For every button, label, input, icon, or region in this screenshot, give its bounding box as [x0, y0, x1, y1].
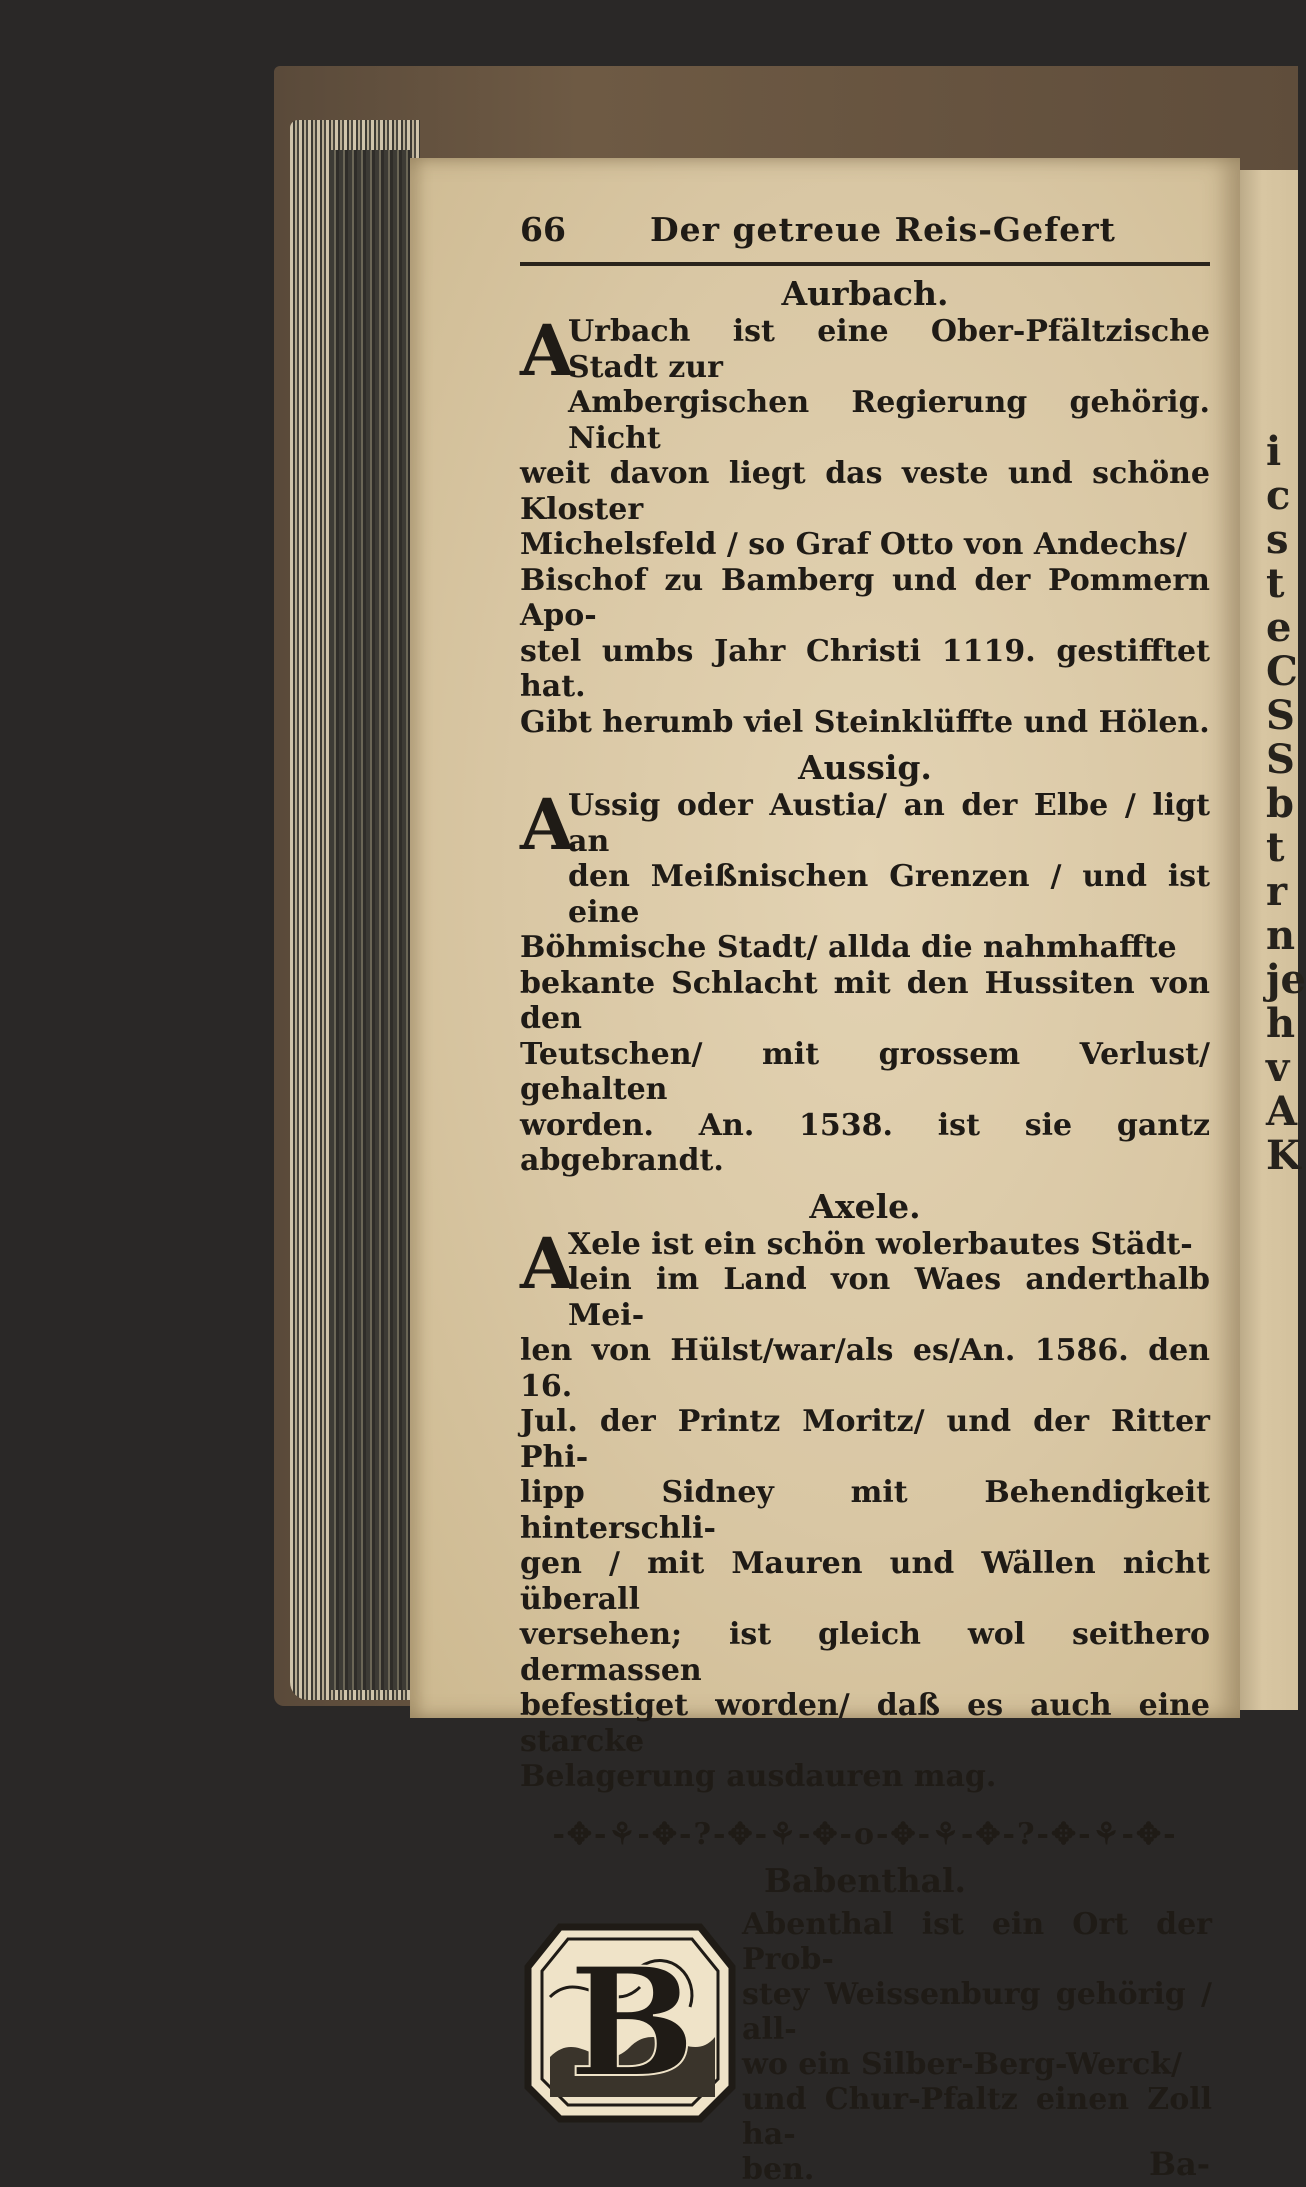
text-line [520, 1617, 1210, 1688]
text-line [520, 1688, 1210, 1759]
line-text: gen / mit Mauren und Wällen nicht überall [520, 1546, 1210, 1617]
next-page-letter: r [1266, 868, 1288, 915]
text-line: Abenthal ist ein Ort der Prob- [742, 1906, 1212, 1977]
next-page-letter: c [1266, 472, 1291, 519]
line-text: Gibt herumb viel Steinklüffte und Hölen. [520, 704, 1210, 740]
text-line [520, 1108, 1210, 1179]
line-text: bekante Schlacht mit den Hussiten von den [520, 965, 1210, 1036]
text-line [520, 783, 1210, 866]
line-text: Böhmische Stadt/ allda die nahmhaffte [520, 930, 1177, 965]
next-page-letter: C [1266, 648, 1298, 695]
line-text: weit davon liegt das veste und schöne Kloster [520, 456, 1210, 527]
woodcut-initial-icon [520, 1907, 740, 2127]
woodcut-section [520, 1906, 1212, 2187]
line-text: Ussig oder Austia/ an der Elbe / ligt an [568, 788, 1210, 859]
ornament-divider: -✥-⚘-✥-?-✥-⚘-✥-o-✥-⚘-✥-?-✥-⚘-✥- [552, 1816, 1178, 1852]
text-line [520, 1404, 1210, 1475]
line-text: Teutschen/ mit grossem Verlust/ gehalten [520, 1036, 1210, 1107]
text-line [520, 1546, 1210, 1617]
text-line [520, 527, 1210, 563]
line-text: den Meißnischen Grenzen / und ist eine [568, 859, 1210, 930]
text-line: und Chur-Pfaltz einen Zoll ha- [742, 2081, 1212, 2152]
line-text: len von Hülst/war/als es/An. 1586. den 16. [520, 1333, 1210, 1404]
running-title: Der getreue Reis-Gefert [650, 210, 1116, 249]
line-text: Belagerung ausdauren mag. [520, 1759, 997, 1794]
next-page-letter: S [1266, 736, 1295, 783]
text-line [520, 966, 1210, 1037]
text-line: wo ein Silber-Berg-Werck/ [742, 2046, 1182, 2082]
text-line [520, 1759, 1210, 1795]
next-page-letter: s [1266, 516, 1289, 563]
text-line [520, 1037, 1210, 1108]
line-text: Jul. der Printz Moritz/ und der Ritter Phi- [520, 1404, 1210, 1475]
line-text: lein im Land von Waes anderthalb Mei- [568, 1262, 1210, 1333]
line-text: Bischof zu Bamberg und der Pommern Apo- [520, 562, 1210, 633]
line-text: Urbach ist eine Ober-Pfältzische Stadt zur [568, 314, 1210, 385]
drop-cap: A [520, 1221, 575, 1305]
text-line [520, 385, 1210, 456]
page-edges-inner [330, 150, 410, 1690]
page-text [520, 210, 1212, 2187]
section-heading: Babenthal. [764, 1860, 966, 1900]
line-text: stel umbs Jahr Christi 1119. gestifftet hat. [520, 633, 1210, 704]
next-page-letter: i [1266, 428, 1282, 475]
line-text: lipp Sidney mit Behendigkeit hinterschli- [520, 1475, 1210, 1546]
next-page-letter: v [1266, 1044, 1290, 1091]
next-page-letters [1266, 428, 1306, 1179]
text-line [520, 634, 1210, 705]
next-page-letter: n [1266, 912, 1296, 959]
next-page-letter: h [1266, 1000, 1296, 1047]
next-page-letter: e [1266, 604, 1292, 651]
text-line: stey Weissenburg gehörig / all- [742, 1976, 1212, 2047]
section-heading: Aussig. [798, 748, 932, 787]
text-line [520, 563, 1210, 634]
next-page-letter: je [1266, 956, 1306, 1003]
woodcut-letter: B [568, 1934, 696, 2111]
text-line [520, 1262, 1210, 1333]
text-line [520, 1333, 1210, 1404]
section-heading: Axele. [809, 1186, 921, 1226]
next-page-letter: S [1266, 692, 1295, 739]
line-text: befestiget worden/ daß es auch eine starcke [520, 1688, 1210, 1759]
drop-cap: A [520, 783, 575, 866]
text-line: ben. [742, 2151, 815, 2187]
line-text: worden. An. 1538. ist sie gantz abgebrandt. [520, 1107, 1210, 1178]
text-line [520, 1475, 1210, 1546]
line-text: Michelsfeld / so Graf Otto von Andechs/ [520, 527, 1187, 562]
next-page-letter: t [1266, 824, 1285, 871]
next-page-letter: A [1266, 1088, 1298, 1135]
next-page-letter: b [1266, 780, 1294, 827]
line-text: versehen; ist gleich wol seithero dermassen [520, 1617, 1210, 1688]
page-header [520, 210, 1210, 266]
section-paragraph [520, 309, 1210, 740]
text-line [520, 705, 1210, 741]
next-page-letter: t [1266, 560, 1285, 607]
text-line [520, 456, 1210, 527]
text-line [520, 930, 1210, 966]
page-number: 66 [520, 210, 566, 249]
woodcut-paragraph [742, 1907, 1212, 2187]
section-paragraph [520, 1221, 1210, 1795]
text-line [520, 309, 1210, 392]
line-text: Xele ist ein schön wolerbautes Städt- [568, 1226, 1193, 1262]
next-page-letter: K [1266, 1132, 1301, 1179]
drop-cap: A [520, 309, 575, 392]
catchword: Ba- [1148, 2144, 1210, 2183]
section-heading: Aurbach. [781, 274, 949, 313]
text-line [520, 859, 1210, 930]
line-text: Ambergischen Regierung gehörig. Nicht [568, 385, 1210, 456]
section-paragraph [520, 783, 1210, 1179]
